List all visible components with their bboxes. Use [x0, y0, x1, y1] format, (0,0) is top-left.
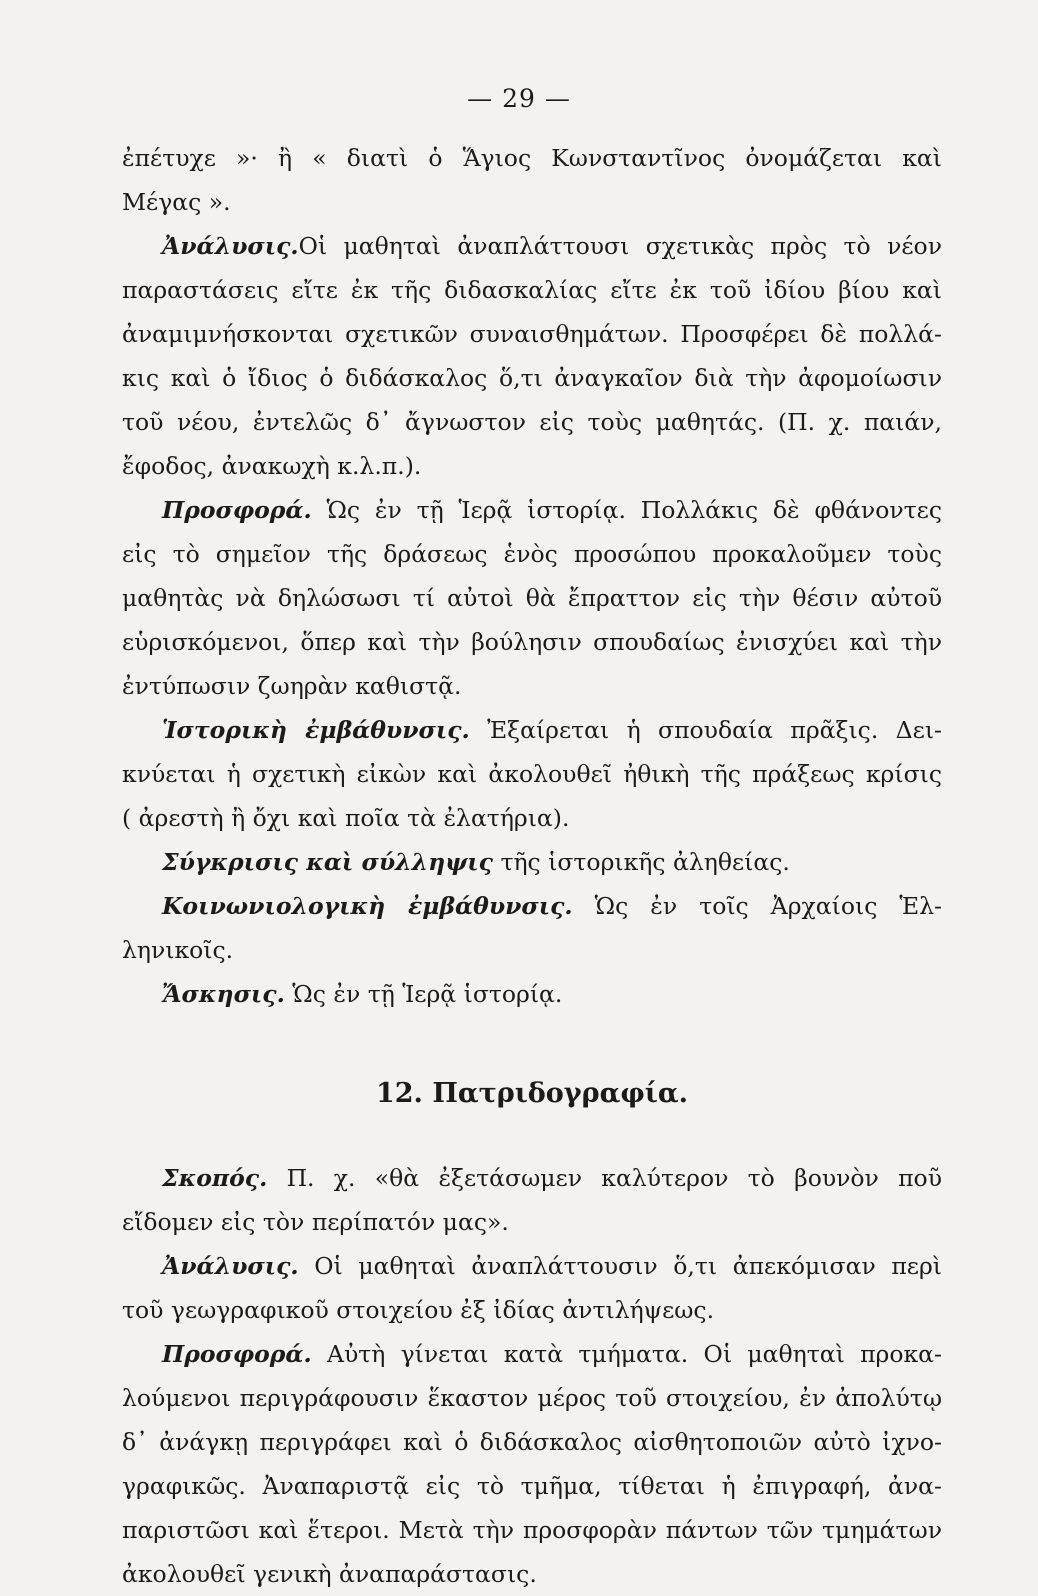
page-number: — 29 —	[467, 84, 571, 113]
text-span: Ὡς ἐν τοῖς Ἀρχαίοις Ἑλ-	[594, 892, 942, 920]
paragraph-sociological-deepening	[122, 884, 942, 972]
paragraph-analysis-2	[122, 1244, 942, 1332]
text-line	[122, 1244, 942, 1288]
text-line: παραστάσεις εἴτε ἐκ τῆς διδασκαλίας εἴτε ἐκ τοῦ ἰδίου βίου καὶ	[122, 276, 942, 304]
paragraph-aim	[122, 1156, 942, 1244]
text-line	[122, 1156, 942, 1200]
text-line	[122, 884, 942, 928]
paragraph-continuation	[122, 136, 942, 224]
text-line: γραφικῶς. Ἀναπαριστᾷ εἰς τὸ τμῆμα, τίθεται ἡ ἐπιγραφή, ἀνα-	[122, 1472, 942, 1500]
text-line: ἀκολουθεῖ γενικὴ ἀναπαράστασις.	[122, 1560, 537, 1588]
text-line: μαθητὰς νὰ δηλώσωσι τί αὐτοὶ θὰ ἔπραττον εἰς τὴν θέσιν αὐτοῦ	[122, 584, 942, 612]
paragraph-analysis	[122, 224, 942, 488]
text-line: λούμενοι περιγράφουσιν ἕκαστον μέρος τοῦ στοιχείου, ἐν ἀπολύτῳ	[122, 1384, 942, 1412]
paragraph-historical-deepening	[122, 708, 942, 840]
text-line: τοῦ νέου, ἐντελῶς δ᾿ ἄγνωστον εἰς τοὺς μαθητάς. (Π. χ. παιάν,	[122, 408, 942, 436]
paragraph-comparison	[122, 840, 942, 884]
section-label: Ἄσκησις.	[162, 980, 285, 1008]
text-line: τοῦ γεωγραφικοῦ στοιχείου ἐξ ἰδίας ἀντιλήψεως.	[122, 1296, 715, 1324]
section-heading: 12. Πατριδογραφία.	[375, 1078, 689, 1109]
paragraph-offering-2	[122, 1332, 942, 1596]
page-text	[122, 136, 942, 1596]
text-span: Π. χ. «θὰ ἐξετάσωμεν καλύτερον τὸ βουνὸν ποῦ	[286, 1164, 942, 1192]
text-line: ( ἀρεστὴ ἢ ὄχι καὶ ποῖα τὰ ἐλατήρια).	[122, 804, 570, 832]
text-line	[122, 488, 942, 532]
text-line: δ᾿ ἀνάγκῃ περιγράφει καὶ ὁ διδάσκαλος αἰσθητοποιῶν αὐτὸ ἰχνο-	[122, 1428, 942, 1456]
text-span: Αὐτὴ γίνεται κατὰ τμήματα. Οἱ μαθηταὶ προκα-	[326, 1340, 942, 1368]
paragraph-exercise	[122, 972, 942, 1016]
section-label: Ἱστορικὴ ἐμβάθυνσις.	[162, 716, 470, 744]
text-line	[122, 972, 942, 1016]
text-line: ληνικοῖς.	[122, 936, 234, 964]
text-line: εἴδομεν εἰς τὸν περίπατόν μας».	[122, 1208, 509, 1236]
text-line: ἀναμιμνήσκονται σχετικῶν συναισθημάτων. Προσφέρει δὲ πολλά-	[122, 320, 942, 348]
text-line	[122, 708, 942, 752]
text-line: παριστῶσι καὶ ἕτεροι. Μετὰ τὴν προσφορὰν πάντων τῶν τμημάτων	[122, 1516, 942, 1544]
section-label: Σύγκρισις καὶ σύλληψις	[162, 848, 493, 876]
text-span: Ἐξαίρεται ἡ σπουδαία πρᾶξις. Δει-	[487, 716, 942, 744]
text-line: Μέγας ».	[122, 188, 231, 216]
section-label: Προσφορά.	[162, 496, 312, 524]
text-line: ἐντύπωσιν ζωηρὰν καθιστᾷ.	[122, 672, 462, 700]
section-label: Ἀνάλυσις.	[162, 232, 299, 260]
text-line: ἔφοδος, ἀνακωχὴ κ.λ.π.).	[122, 452, 422, 480]
section-label: Προσφορά.	[162, 1340, 312, 1368]
text-span: Ὡς ἐν τῇ Ἱερᾷ ἱστορίᾳ. Πολλάκις δὲ φθάνοντες	[326, 496, 942, 524]
text-line	[122, 224, 942, 268]
text-span: τῆς ἱστορικῆς ἀληθείας.	[500, 848, 790, 876]
text-span: Ὡς ἐν τῇ Ἱερᾷ ἱστορίᾳ.	[292, 980, 563, 1008]
text-line: κις καὶ ὁ ἴδιος ὁ διδάσκαλος ὅ,τι ἀναγκαῖον διὰ τὴν ἀφομοίωσιν	[122, 364, 942, 392]
section-label: Κοινωνιολογικὴ ἐμβάθυνσις.	[162, 892, 573, 920]
text-line: εἰς τὸ σημεῖον τῆς δράσεως ἑνὸς προσώπου προκαλοῦμεν τοὺς	[122, 540, 942, 568]
paragraph-offering	[122, 488, 942, 708]
text-line: εὑρισκόμενοι, ὅπερ καὶ τὴν βούλησιν σπουδαίως ἐνισχύει καὶ τὴν	[122, 628, 942, 656]
text-line	[122, 840, 942, 884]
section-label: Σκοπός.	[162, 1164, 268, 1192]
text-line: κνύεται ἡ σχετικὴ εἰκὼν καὶ ἀκολουθεῖ ἠθικὴ τῆς πράξεως κρίσις	[122, 760, 942, 788]
text-span: Οἱ μαθηταὶ ἀναπλάττουσι σχετικὰς πρὸς τὸ νέον	[298, 232, 942, 260]
text-span: Οἱ μαθηταὶ ἀναπλάττουσιν ὅ,τι ἀπεκόμισαν περὶ	[314, 1252, 942, 1280]
text-line	[122, 1332, 942, 1376]
text-line: ἐπέτυχε »· ἢ « διατὶ ὁ Ἅγιος Κωνσταντῖνος ὀνομάζεται καὶ	[122, 144, 942, 172]
section-label: Ἀνάλυσις.	[162, 1252, 299, 1280]
